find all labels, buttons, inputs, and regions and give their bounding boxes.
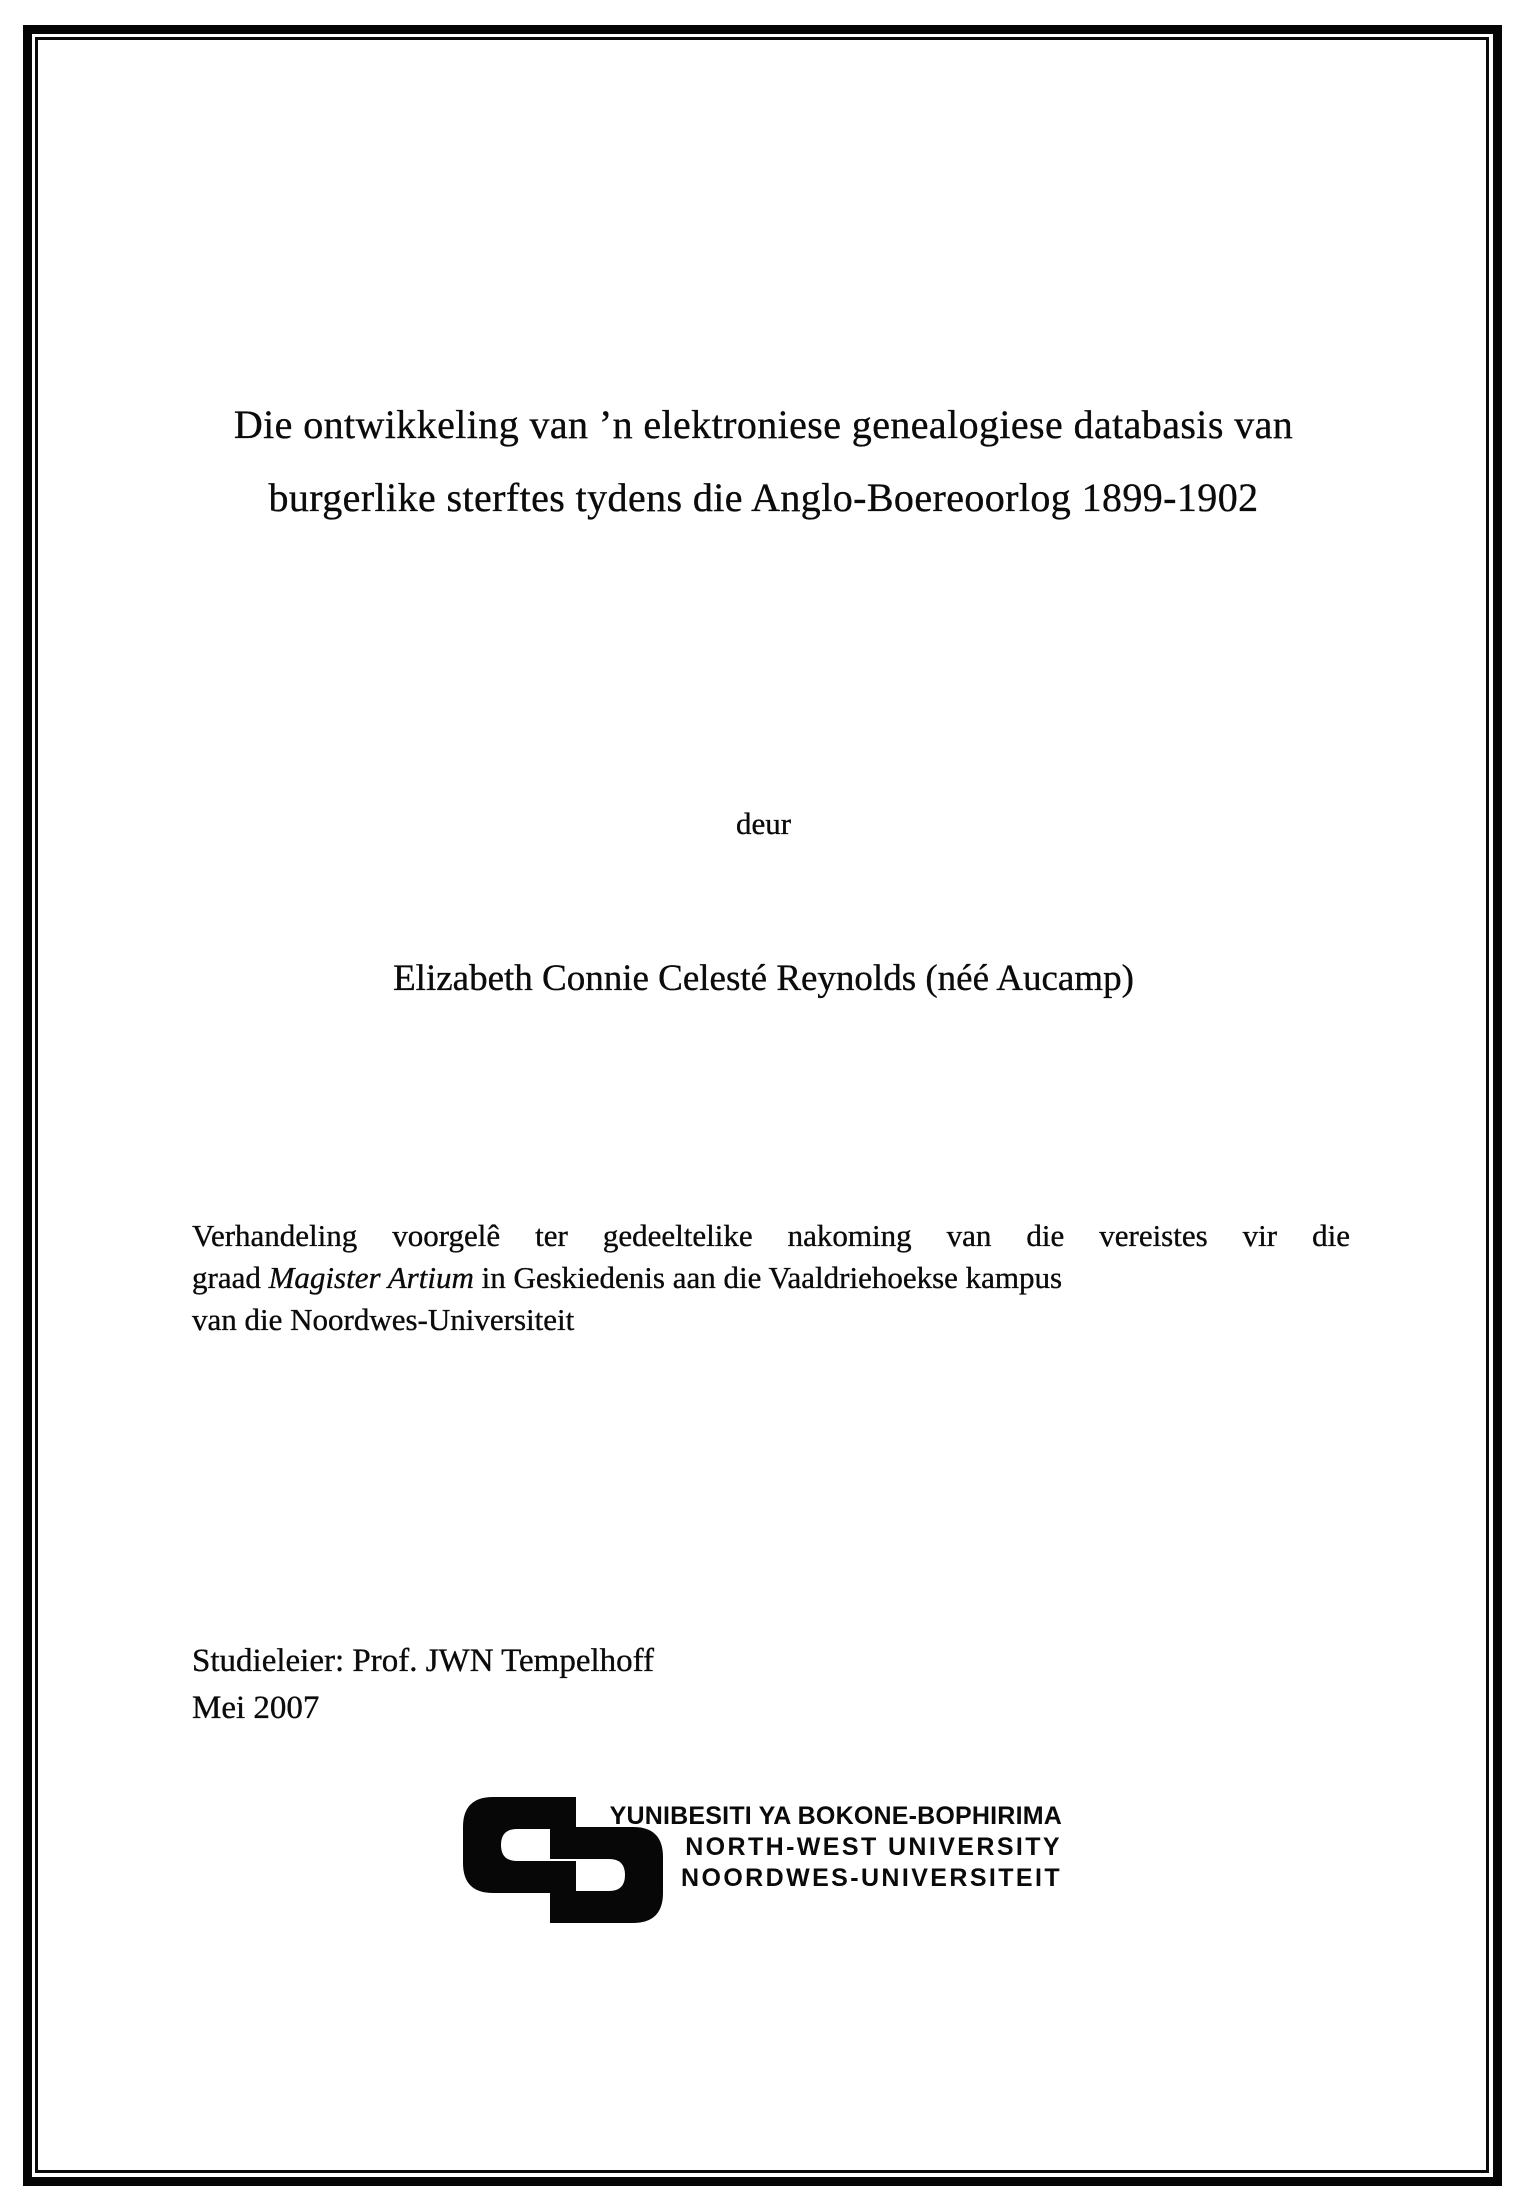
supervisor-line: Studieleier: Prof. JWN Tempelhoff	[192, 1643, 655, 1679]
degree-statement-line-3: van die Noordwes-Universiteit	[192, 1302, 575, 1337]
degree-statement-line-1: Verhandeling voorgelê ter gedeeltelike nakoming van die vereistes vir die	[192, 1218, 1350, 1253]
university-name-english: NORTH-WEST UNIVERSITY	[685, 1833, 1062, 1861]
thesis-title	[0, 388, 1527, 534]
degree-statement-line-2	[192, 1257, 1350, 1299]
university-name-afrikaans: NOORDWES-UNIVERSITEIT	[681, 1864, 1062, 1892]
date-line: Mei 2007	[192, 1690, 320, 1726]
degree-statement	[192, 1215, 1350, 1341]
university-name-setswana: YUNIBESITI YA BOKONE-BOPHIRIMA	[609, 1802, 1062, 1830]
university-name-block	[610, 1801, 1062, 1894]
degree-statement-line-2-suffix: in Geskiedenis aan die Vaaldriehoekse kampus	[473, 1260, 1063, 1295]
thesis-title-line-1: Die ontwikkeling van ’n elektroniese genealogiese databasis van	[233, 402, 1294, 447]
supervisor-block	[192, 1638, 654, 1732]
degree-statement-line-2-prefix: graad	[192, 1260, 269, 1295]
byline-label: deur	[735, 806, 792, 841]
author-name: Elizabeth Connie Celesté Reynolds (néé Aucamp)	[393, 958, 1134, 999]
degree-name-italic: Magister Artium	[268, 1260, 474, 1295]
thesis-title-line-2: burgerlike sterftes tydens die Anglo-Boereoorlog 1899-1902	[268, 475, 1259, 520]
